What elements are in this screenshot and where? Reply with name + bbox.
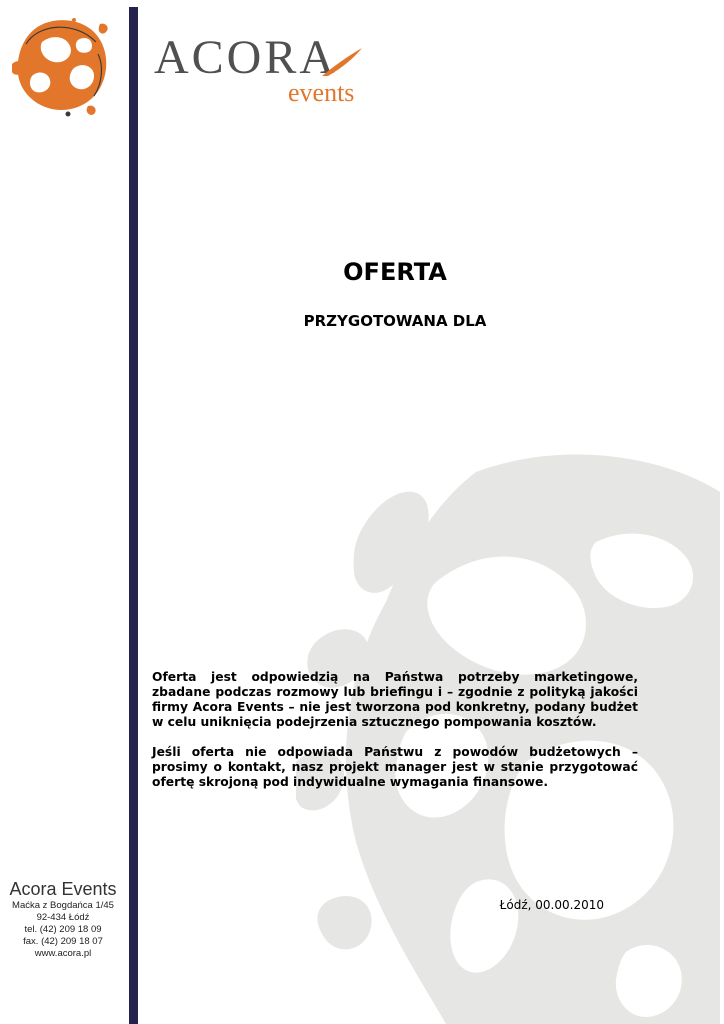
brand-subtitle: events bbox=[288, 78, 355, 107]
contact-phone: tel. (42) 209 18 09 bbox=[24, 924, 102, 935]
orange-splash-globe-icon bbox=[8, 14, 112, 118]
brand-swoosh-icon bbox=[320, 46, 364, 78]
body-paragraph: Oferta jest odpowiedzią na Państwa potrzeby marketingowe, zbadane podczas rozmowy lub briefingu i – zgodnie z polityką jakości firmy Acora Events – nie jest tworzona pod konkretny, podany budżet w celu uniknięcia podejrzenia sztucznego pompowania kosztów. bbox=[152, 670, 638, 729]
contact-block bbox=[0, 878, 126, 960]
contact-website-link[interactable]: www.acora.pl bbox=[34, 948, 92, 959]
brand-name: ACORA bbox=[154, 31, 338, 84]
contact-city: 92-434 Łódź bbox=[36, 912, 90, 923]
body-paragraph: Jeśli oferta nie odpowiada Państwu z powodów budżetowych – prosimy o kontakt, nasz projekt manager jest w stanie przygotować ofertę skrojoną pod indywidualne wymagania finansowe. bbox=[152, 745, 638, 789]
page-subtitle: PRZYGOTOWANA DLA bbox=[303, 312, 487, 330]
document-date: Łódź, 00.00.2010 bbox=[499, 898, 604, 912]
page-title: OFERTA bbox=[343, 258, 447, 286]
contact-company: Acora Events bbox=[9, 879, 117, 899]
brand-wordmark bbox=[154, 31, 374, 114]
offer-body bbox=[152, 670, 638, 805]
contact-street: Maćka z Bogdańca 1/45 bbox=[12, 900, 114, 911]
contact-fax: fax. (42) 209 18 07 bbox=[23, 936, 103, 947]
vertical-divider-bar bbox=[129, 7, 138, 1024]
